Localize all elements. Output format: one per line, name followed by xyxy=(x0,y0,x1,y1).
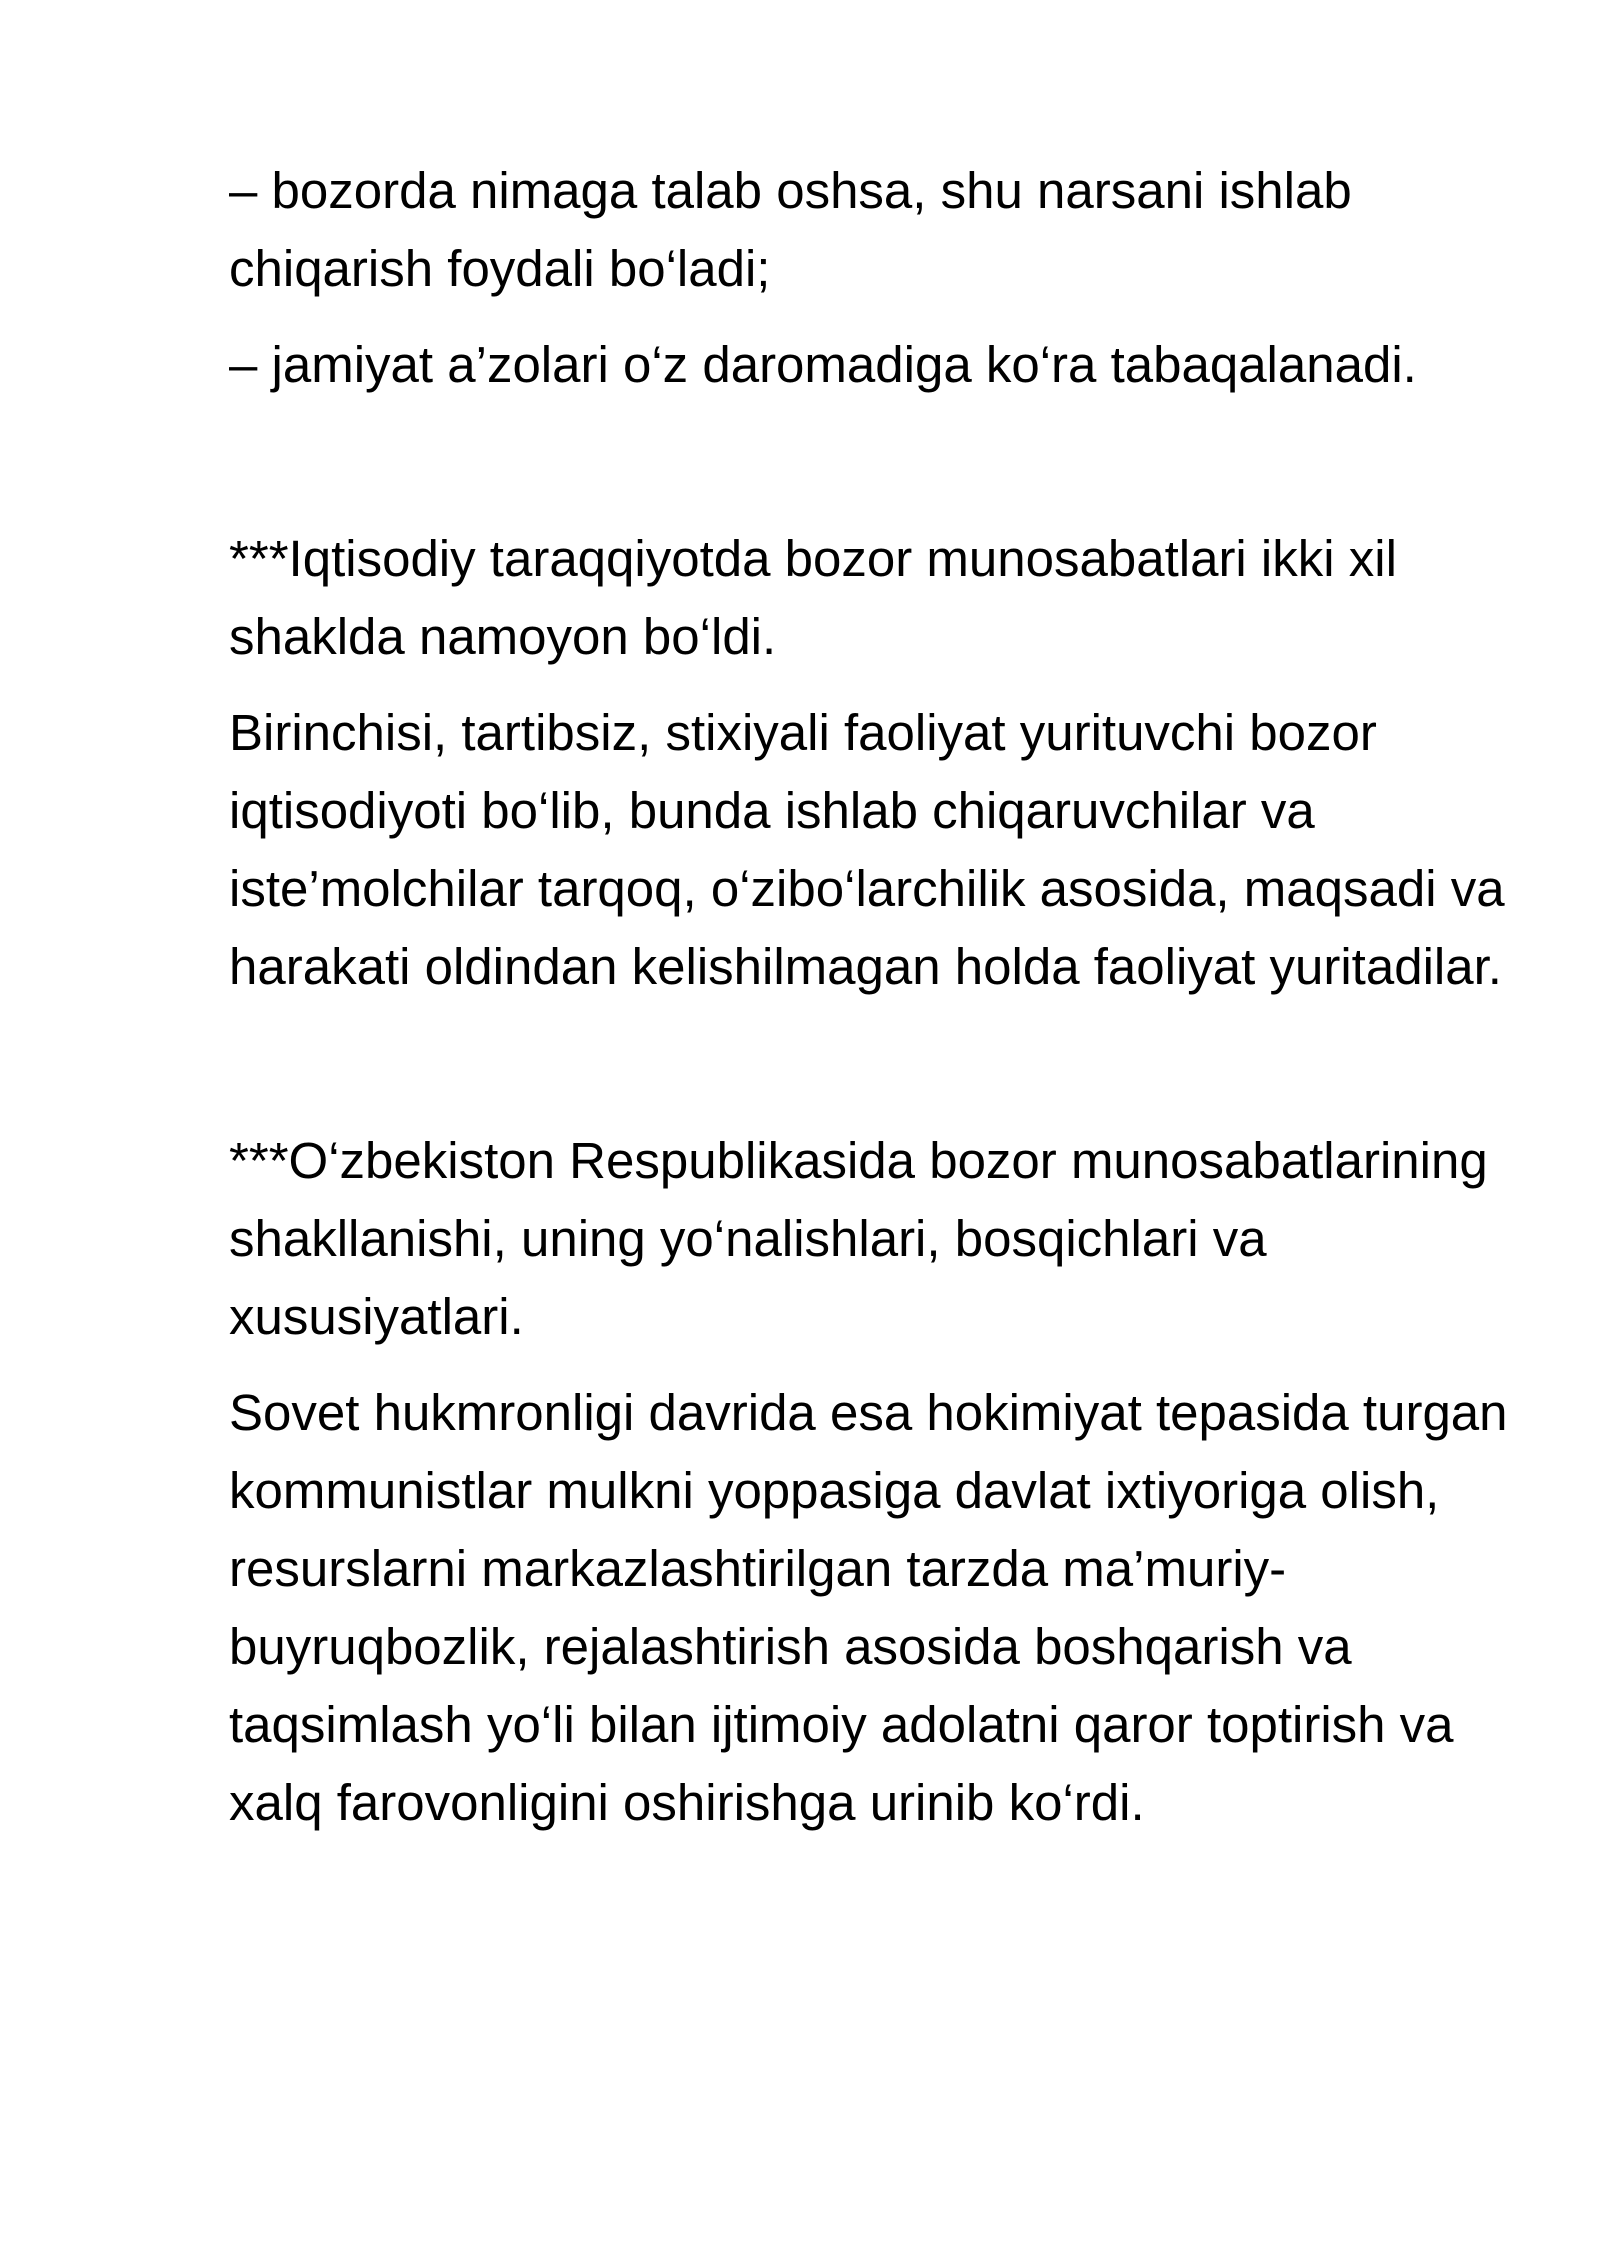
bullet-paragraph-stratification: – jamiyat a’zolari o‘z daromadiga ko‘ra tabaqalanadi. xyxy=(229,336,1417,393)
section-heading-uzbekistan: ***O‘zbekiston Respublikasida bozor munosabatlarining shakllanishi, uning yo‘nalishlari, bosqichlari va xususiyatlari. xyxy=(229,1132,1488,1345)
paragraph-soviet-period: Sovet hukmronligi davrida esa hokimiyat tepasida turgan kommunistlar mulkni yoppasiga davlat ixtiyoriga olish, resurslarni markazlashtirilgan tarzda ma’muriy-buyruqbozlik, rejalashtirish asosida boshqarish va taqsimlash yo‘li bilan ijtimoiy adolatni qaror toptirish va xalq farovonligini oshirishga urinib ko‘rdi. xyxy=(229,1384,1508,1831)
paragraph-spacer xyxy=(229,1024,1519,1122)
document-body xyxy=(229,152,1519,1860)
paragraph-spacer xyxy=(229,422,1519,520)
paragraph-first-form: Birinchisi, tartibsiz, stixiyali faoliyat yurituvchi bozor iqtisodiyoti bo‘lib, bunda ishlab chiqaruvchilar va iste’molchilar tarqoq, o‘zibo‘larchilik asosida, maqsadi va harakati oldindan kelishilmagan holda faoliyat yuritadilar. xyxy=(229,704,1505,995)
section-heading-market-forms: ***Iqtisodiy taraqqiyotda bozor munosabatlari ikki xil shaklda namoyon bo‘ldi. xyxy=(229,530,1397,665)
bullet-paragraph-demand: – bozorda nimaga talab oshsa, shu narsani ishlab chiqarish foydali bo‘ladi; xyxy=(229,162,1352,297)
